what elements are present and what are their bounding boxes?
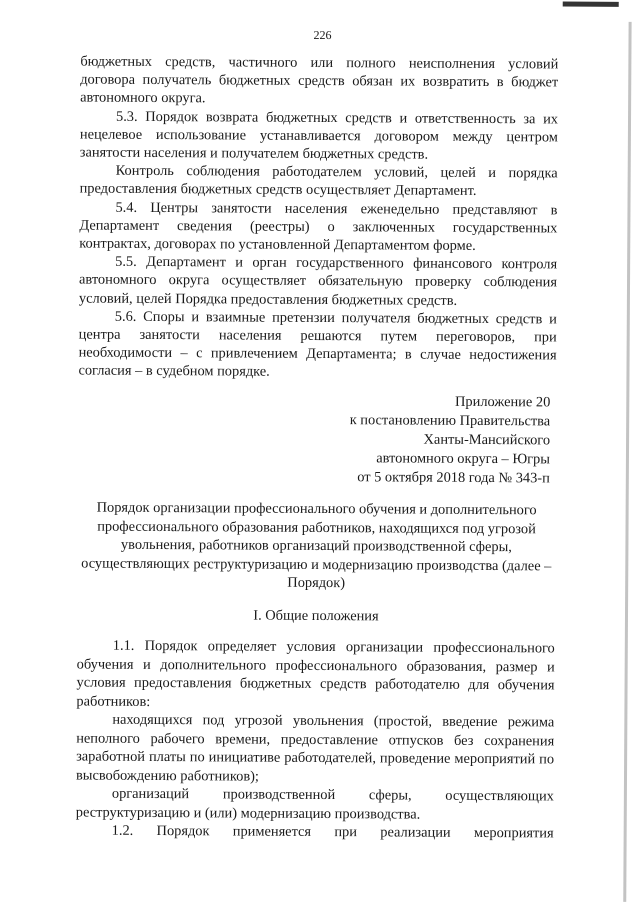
body-text-top bbox=[78, 53, 558, 384]
paragraph: 5.4. Центры занятости населения еженедельно представляют в Департамент сведения (реестры) о заключенных государственных контрактах, договорах по установленной Департаментом форме. bbox=[79, 199, 558, 254]
appendix-line: к постановлению Правительства bbox=[349, 412, 551, 430]
paragraph: 5.6. Споры и взаимные претензии получателя бюджетных средств и центра занятости населения решаются путем переговоров, при необходимости – с привлечением Департамента; в случае недостижения согласия – в судебном порядке. bbox=[78, 308, 557, 381]
appendix-line: от 5 октября 2018 года № 343-п bbox=[357, 469, 550, 487]
paragraph: Контроль соблюдения работодателем условий, целей и порядка предоставления бюджетных средств осуществляет Департамент. bbox=[79, 162, 558, 200]
document-title: Порядок организации профессионального обучения и дополнительного профессионального образования работников, находящихся под угрозой увольнения, работников организаций производственной сферы, осуществляющих реструктуризацию и модернизацию производства (далее – Порядок) bbox=[81, 499, 552, 592]
appendix-block bbox=[300, 392, 551, 489]
section-heading: I. Общие положения bbox=[253, 607, 379, 625]
appendix-line: Приложение 20 bbox=[455, 393, 551, 411]
paragraph: находящихся под угрозой увольнения (простой, введение режима неполного рабочего времени, предоставление отпусков без сохранения заработной платы по инициативе работодателей, проведение мероприятий по высвобождению работников); bbox=[75, 711, 555, 785]
body-text-bottom bbox=[76, 637, 555, 843]
paragraph: 1.1. Порядок определяет условия организации профессионального обучения и дополнительного профессионального образования, размер и условия предоставления бюджетных средств работодателю для обучения работников: bbox=[76, 637, 555, 710]
scan-edge-mark bbox=[563, 1, 619, 6]
appendix-line: Ханты-Мансийского bbox=[423, 431, 551, 449]
page-number: 226 bbox=[313, 27, 332, 43]
paragraph: организаций производственной сферы, осуществляющих реструктуризацию и (или) модернизацию производства. bbox=[75, 785, 554, 823]
paragraph: 5.3. Порядок возврата бюджетных средств и ответственность за их нецелевое использование устанавливается договором между центром занятости населения и получателем бюджетных средств. bbox=[79, 108, 559, 163]
paragraph: бюджетных средств, частичного или полного неисполнения условий договора получатель бюджетных средств обязан их возвратить в бюджет автономного округа. bbox=[80, 53, 559, 107]
scan-edge-mark bbox=[623, 22, 631, 902]
paragraph: 1.2. Порядок применяется при реализации мероприятия bbox=[111, 822, 554, 842]
paragraph: 5.5. Департамент и орган государственного финансового контроля автономного округа осуществляет обязательную проверку соблюдения условий, целей Порядка предоставления бюджетных средств. bbox=[78, 253, 558, 309]
appendix-line: автономного округа – Югры bbox=[376, 450, 550, 468]
